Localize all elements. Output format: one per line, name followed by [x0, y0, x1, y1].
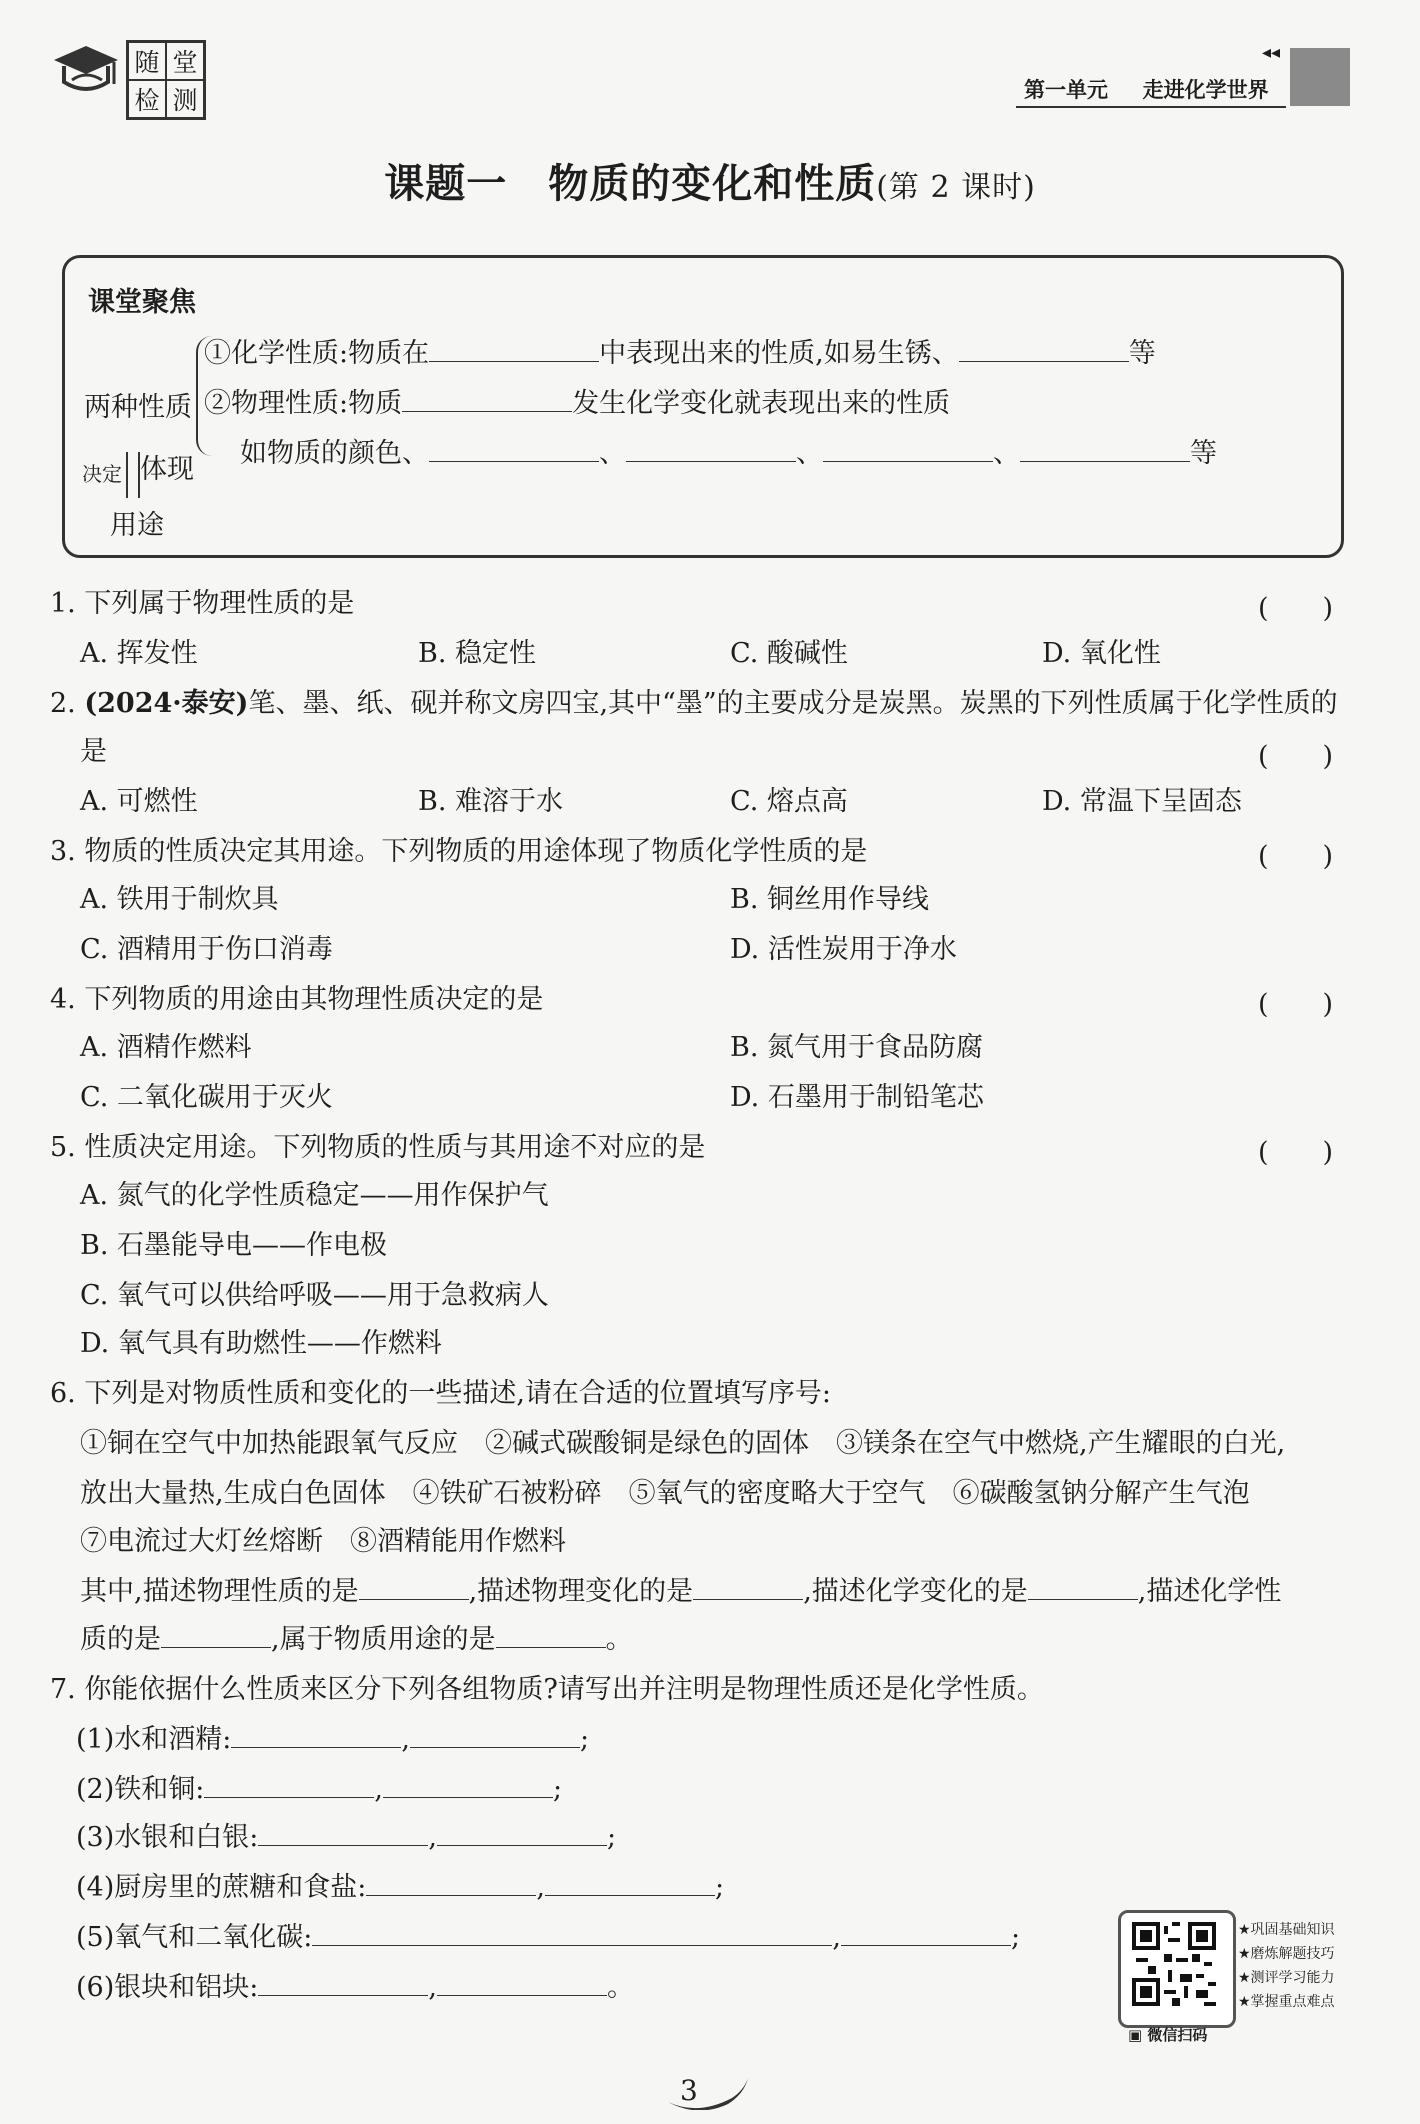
text: 、 [599, 438, 626, 469]
text: 等 [1128, 338, 1156, 369]
fill-blank[interactable] [231, 1723, 401, 1748]
fill-blank[interactable] [959, 337, 1129, 362]
description-line: ①铜在空气中加热能跟氧气反应 ②碱式碳酸铜是绿色的固体 ③镁条在空气中燃烧,产生耀眼的白光, [80, 1428, 1286, 1459]
fill-blank[interactable] [402, 387, 572, 412]
option[interactable]: D. 氧化性 [1042, 638, 1161, 669]
description-line: ⑦电流过大灯丝熔断 ⑧酒精能用作燃料 [80, 1526, 566, 1557]
option[interactable]: A. 氮气的化学性质稳定——用作保护气 [80, 1180, 549, 1211]
fill-blank[interactable] [161, 1623, 271, 1648]
decide-label: 决定 [82, 462, 122, 486]
option[interactable]: B. 氮气用于食品防腐 [730, 1032, 984, 1063]
text: 发生化学变化就表现出来的性质 [572, 388, 951, 419]
option[interactable]: D. 常温下呈固态 [1042, 786, 1242, 817]
fill-blank[interactable] [258, 1821, 428, 1846]
question-2-stem-cont: 是 [80, 736, 107, 767]
lesson-title-main: 课题一 物质的变化和性质 [384, 161, 877, 207]
text: 。 [605, 1624, 633, 1655]
text: (1)水和酒精: [76, 1724, 232, 1755]
fill-blank[interactable] [383, 1773, 553, 1798]
unit-title: 走进化学世界 [1142, 78, 1269, 102]
text: 如物质的颜色、 [240, 438, 429, 469]
option[interactable]: A. 铁用于制炊具 [80, 884, 279, 915]
text: (5)氧气和二氧化碳: [76, 1922, 313, 1953]
text: , [832, 1922, 841, 1953]
fill-blank[interactable] [626, 437, 796, 462]
answer-parentheses[interactable]: ( ) [1258, 841, 1334, 872]
question-source: (2024·泰安) [84, 688, 249, 719]
text: (3)水银和白银: [76, 1822, 259, 1853]
question-1-stem: 1. 下列属于物理性质的是 [50, 588, 355, 619]
q7-item [76, 1722, 589, 1758]
text: ,描述物理变化的是 [468, 1576, 694, 1607]
two-properties-label: 两种性质 [84, 392, 192, 423]
fill-blank[interactable] [410, 1723, 580, 1748]
text: ,属于物质用途的是 [271, 1624, 496, 1655]
fill-blank[interactable] [693, 1575, 803, 1600]
q7-item [76, 1970, 634, 2006]
chemical-property-line [204, 336, 1156, 372]
option[interactable]: C. 酒精用于伤口消毒 [80, 934, 333, 965]
lesson-title [0, 152, 1420, 209]
double-arrow-icon: ◂◂ [1262, 42, 1281, 63]
q7-item [76, 1820, 616, 1856]
text: , [401, 1724, 410, 1755]
unit-label: 第一单元 [1024, 78, 1108, 102]
text: (6)银块和铝块: [76, 1972, 259, 2003]
page-number: 3 [680, 2074, 698, 2107]
option[interactable]: C. 氧气可以供给呼吸——用于急救病人 [80, 1280, 549, 1311]
option[interactable]: C. 二氧化碳用于灭火 [80, 1082, 333, 1113]
double-arrow-connector [126, 452, 140, 498]
option[interactable]: B. 难溶于水 [418, 786, 564, 817]
text: 等 [1190, 438, 1217, 469]
text: 。 [606, 1972, 634, 2003]
description-line: 放出大量热,生成白色固体 ④铁矿石被粉碎 ⑤氧气的密度略大于空气 ⑥碳酸氢钠分解产生气泡 [80, 1478, 1250, 1509]
fill-blank[interactable] [204, 1773, 374, 1798]
answer-parentheses[interactable]: ( ) [1258, 989, 1334, 1020]
question-2-stem [50, 686, 1338, 722]
fill-blank[interactable] [366, 1871, 536, 1896]
focus-heading: 课堂聚焦 [88, 287, 196, 318]
fill-blank[interactable] [841, 1921, 1011, 1946]
qr-feature: ★测评学习能力 [1238, 1970, 1335, 1986]
text: ②物理性质:物质 [204, 388, 403, 419]
answer-parentheses[interactable]: ( ) [1258, 593, 1334, 624]
option[interactable]: C. 熔点高 [730, 786, 848, 817]
fill-blank[interactable] [496, 1623, 606, 1648]
option[interactable]: A. 挥发性 [80, 638, 198, 669]
logo-cell: 检 [128, 80, 166, 118]
logo-title-grid [126, 40, 206, 120]
question-4-stem: 4. 下列物质的用途由其物理性质决定的是 [50, 984, 544, 1015]
fill-blank[interactable] [437, 1971, 607, 1996]
fill-blank[interactable] [1028, 1575, 1138, 1600]
header-divider [1016, 106, 1286, 108]
text: , [374, 1774, 383, 1805]
text: (2)铁和铜: [76, 1774, 205, 1805]
text: ; [579, 1724, 590, 1755]
fill-blank[interactable] [1020, 437, 1190, 462]
qr-feature: ★磨炼解题技巧 [1238, 1946, 1335, 1962]
unit-tab-marker [1290, 48, 1350, 106]
fill-blank[interactable] [258, 1971, 428, 1996]
option[interactable]: D. 活性炭用于净水 [730, 934, 957, 965]
text: ; [552, 1774, 563, 1805]
q7-item [76, 1772, 562, 1808]
physical-property-line [204, 386, 950, 422]
scan-icon: ▣ [1128, 2026, 1143, 2044]
text: ; [606, 1822, 617, 1853]
text: 笔、墨、纸、砚并称文房四宝,其中“墨”的主要成分是炭黑。炭黑的下列性质属于化学性质的 [248, 688, 1338, 719]
fill-blank[interactable] [429, 337, 599, 362]
fill-line [80, 1574, 1281, 1610]
fill-line [80, 1622, 633, 1658]
fill-blank[interactable] [545, 1871, 715, 1896]
text: , [428, 1822, 437, 1853]
answer-parentheses[interactable]: ( ) [1258, 741, 1334, 772]
question-7-stem: 7. 你能依据什么性质来区分下列各组物质?请写出并注明是物理性质还是化学性质。 [50, 1674, 1044, 1705]
text: 其中,描述物理性质的是 [80, 1576, 359, 1607]
text: 中表现出来的性质,如易生锈、 [599, 338, 959, 369]
unit-header [1024, 74, 1269, 104]
answer-parentheses[interactable]: ( ) [1258, 1137, 1334, 1168]
text: 、 [993, 438, 1020, 469]
fill-blank[interactable] [823, 437, 993, 462]
qr-feature-list [1238, 1918, 1335, 2014]
option[interactable]: D. 氧气具有助燃性——作燃料 [80, 1328, 442, 1359]
text: ①化学性质:物质在 [204, 338, 430, 369]
page-number-swoosh-icon [662, 2076, 752, 2110]
q7-item [76, 1870, 724, 1906]
wechat-scan-label [1128, 2024, 1207, 2045]
option[interactable]: A. 可燃性 [80, 786, 198, 817]
usage-label: 用途 [110, 510, 164, 541]
q7-item [76, 1920, 1020, 1956]
logo-cell: 测 [166, 80, 204, 118]
qr-code-icon[interactable] [1132, 1922, 1216, 2006]
fill-blank[interactable] [429, 437, 599, 462]
text: , [536, 1872, 545, 1903]
text: ,描述化学变化的是 [803, 1576, 1028, 1607]
option[interactable]: B. 铜丝用作导线 [730, 884, 930, 915]
text: ; [714, 1872, 725, 1903]
text: , [428, 1972, 437, 2003]
text: 、 [796, 438, 823, 469]
logo-cell: 堂 [166, 42, 204, 80]
physical-property-examples [240, 436, 1217, 472]
qr-feature: ★巩固基础知识 [1238, 1922, 1335, 1938]
text: 微信扫码 [1147, 2026, 1208, 2044]
text: 2. [50, 688, 85, 719]
text: ,描述化学性 [1137, 1576, 1282, 1607]
option[interactable]: A. 酒精作燃料 [80, 1032, 252, 1063]
fill-blank[interactable] [359, 1575, 469, 1600]
option[interactable]: D. 石墨用于制铅笔芯 [730, 1082, 984, 1113]
option[interactable]: C. 酸碱性 [730, 638, 848, 669]
fill-blank[interactable] [312, 1921, 832, 1946]
option[interactable]: B. 稳定性 [418, 638, 537, 669]
qr-feature: ★掌握重点难点 [1238, 1994, 1335, 2010]
question-5-stem: 5. 性质决定用途。下列物质的性质与其用途不对应的是 [50, 1132, 706, 1163]
graduation-cap-icon [50, 40, 120, 120]
text: (4)厨房里的蔗糖和食盐: [76, 1872, 367, 1903]
lesson-subtitle: (第 2 课时) [876, 170, 1036, 205]
logo-cell: 随 [128, 42, 166, 80]
text: ; [1010, 1922, 1021, 1953]
fill-blank[interactable] [437, 1821, 607, 1846]
question-6-stem: 6. 下列是对物质性质和变化的一些描述,请在合适的位置填写序号: [50, 1378, 832, 1409]
text: 质的是 [80, 1624, 161, 1655]
option[interactable]: B. 石墨能导电——作电极 [80, 1230, 388, 1261]
question-3-stem: 3. 物质的性质决定其用途。下列物质的用途体现了物质化学性质的是 [50, 836, 868, 867]
embody-label: 体现 [140, 454, 194, 485]
